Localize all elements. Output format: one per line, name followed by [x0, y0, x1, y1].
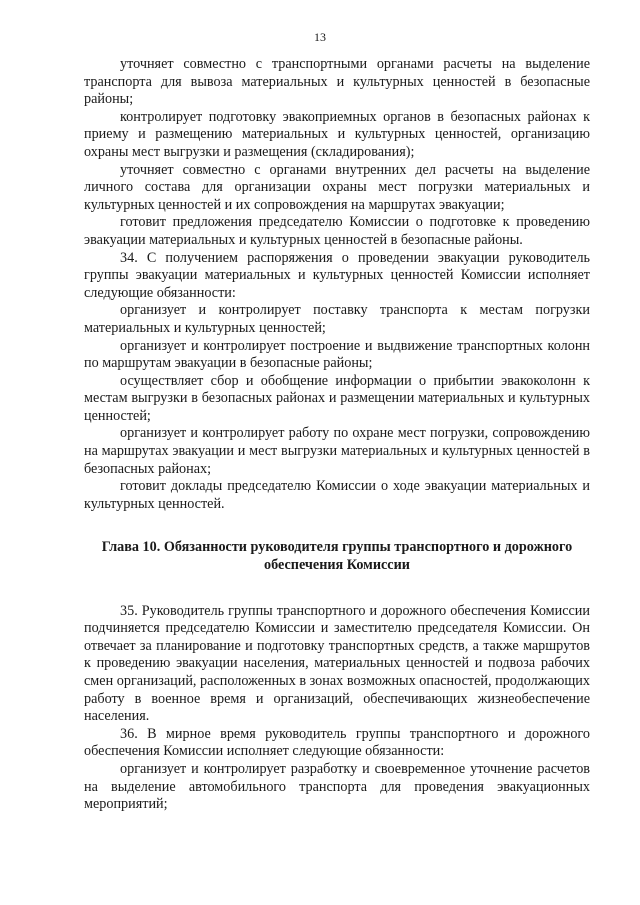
paragraph: готовит предложения председателю Комиссии о подготовке к проведению эвакуации материальных и культурных ценностей в безопасные районы. — [84, 214, 590, 248]
paragraph: организует и контролирует построение и выдвижение транспортных колонн по маршрутам эвакуации в безопасные районы; — [84, 337, 590, 372]
paragraph: организует и контролирует поставку транспорта к местам погрузки материальных и культурных ценностей; — [84, 302, 590, 336]
paragraph: уточняет совместно с транспортными органами расчеты на выделение транспорта для вывоза материальных и культурных ценностей в безопасные районы; — [84, 56, 590, 108]
paragraph: 35. Руководитель группы транспортного и дорожного обеспечения Комиссии подчиняется председателю Комиссии и заместителю председателя Комиссии. Он отвечает за планирование и подготовку транспортных средств, а также маршрутов к проведению эвакуации населения, материальных ценностей и подвоза рабочих смен организаций, расположенных в зонах возможных опасностей, продолжающих работу в военное время и организаций, обеспечивающих жизнеобеспечение населения. — [84, 602, 590, 725]
page-number: 13 — [314, 30, 326, 44]
paragraph: осуществляет сбор и обобщение информации о прибытии эвакоколонн к местам выгрузки в безопасных районах и размещении материальных и культурных ценностей; — [84, 372, 590, 424]
paragraph: 34. С получением распоряжения о проведении эвакуации руководитель группы эвакуации материальных и культурных ценностей Комиссии исполняет следующие обязанности: — [84, 249, 590, 301]
paragraph: готовит доклады председателю Комиссии о ходе эвакуации материальных и культурных ценностей. — [84, 478, 590, 512]
chapter-heading: Глава 10. Обязанности руководителя группы транспортного и дорожного обеспечения Комиссии — [101, 539, 573, 574]
paragraph: контролирует подготовку эвакоприемных органов в безопасных районах к приему и размещению материальных и культурных ценностей, организацию охраны мест выгрузки и размещения (складирования); — [84, 108, 590, 160]
paragraph: уточняет совместно с органами внутренних дел расчеты на выделение личного состава для организации охраны мест погрузки материальных и культурных ценностей и их сопровождения на маршрутах эвакуации; — [84, 161, 590, 213]
paragraph: организует и контролирует работу по охране мест погрузки, сопровождению на маршрутах эвакуации и мест выгрузки материальных и культурных ценностей в безопасных районах; — [84, 425, 590, 477]
paragraph: 36. В мирное время руководитель группы транспортного и дорожного обеспечения Комиссии исполняет следующие обязанности: — [84, 725, 590, 760]
paragraph: организует и контролирует разработку и своевременное уточнение расчетов на выделение автомобильного транспорта для проведения эвакуационных мероприятий; — [84, 760, 590, 813]
document-body — [84, 56, 590, 814]
